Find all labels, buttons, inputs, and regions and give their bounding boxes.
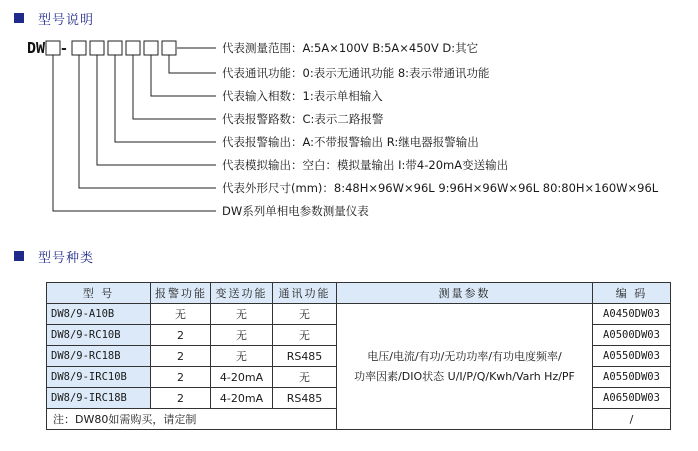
cell-comm: 无 (273, 304, 337, 325)
code-box-2 (72, 41, 86, 55)
cell-comm: RS485 (273, 346, 337, 367)
code-box-3 (90, 41, 104, 55)
cell-transmit: 4-20mA (211, 367, 273, 388)
label-alarm-channels: 代表报警路数：C:表示二路报警 (222, 112, 384, 126)
code-box-7 (162, 41, 176, 55)
cell-model: DW8/9-A10B (47, 304, 151, 325)
params-line-2: 功率因素/DIO状态 U/I/P/Q/Kwh/Varh Hz/PF (354, 369, 575, 383)
header-comm: 通讯功能 (273, 283, 337, 304)
cell-alarm: 2 (151, 388, 211, 409)
connector-lines (53, 48, 216, 211)
cell-model: DW8/9-RC10B (47, 325, 151, 346)
model-prefix: DW (27, 39, 46, 57)
table-header-row (47, 283, 671, 304)
cell-alarm: 2 (151, 346, 211, 367)
cell-code: A0550DW03 (593, 346, 671, 367)
table-row (47, 304, 671, 325)
cell-alarm: 2 (151, 367, 211, 388)
cell-params (337, 304, 593, 430)
cell-alarm: 2 (151, 325, 211, 346)
cell-code: A0550DW03 (593, 367, 671, 388)
cell-code: A0500DW03 (593, 325, 671, 346)
label-alarm-output: 代表报警输出：A:不带报警输出 R:继电器报警输出 (222, 135, 479, 149)
label-input-phase: 代表输入相数：1:表示单相输入 (222, 89, 383, 103)
label-measurement-range: 代表测量范围：A:5A×100V B:5A×450V D:其它 (222, 41, 479, 55)
cell-transmit: 无 (211, 304, 273, 325)
label-communication: 代表通讯功能：0:表示无通讯功能 8:表示带通讯功能 (222, 66, 490, 80)
header-transmit: 变送功能 (211, 283, 273, 304)
label-series: DW系列单相电参数测量仪表 (222, 204, 369, 218)
section-title: 型号种类 (38, 250, 95, 266)
cell-alarm: 无 (151, 304, 211, 325)
header-alarm: 报警功能 (151, 283, 211, 304)
cell-transmit: 4-20mA (211, 388, 273, 409)
label-analog-output: 代表模拟输出：空白：模拟量输出 I:带4-20mA变送输出 (222, 158, 509, 172)
cell-model: DW8/9-IRC10B (47, 367, 151, 388)
cell-code: A0650DW03 (593, 388, 671, 409)
section-header-model-types (14, 248, 94, 264)
cell-note: 注：DW80如需购买，请定制 (47, 409, 337, 430)
code-box-1 (46, 41, 60, 55)
header-params: 测量参数 (337, 283, 593, 304)
header-code: 编 码 (593, 283, 671, 304)
cell-transmit: 无 (211, 325, 273, 346)
cell-comm: 无 (273, 325, 337, 346)
code-box-4 (108, 41, 122, 55)
label-dimensions: 代表外形尺寸(mm)：8:48H×96W×96L 9:96H×96W×96L 80:80H×160W×96L (222, 181, 659, 195)
header-model: 型 号 (47, 283, 151, 304)
cell-transmit: 无 (211, 346, 273, 367)
model-dash: - (61, 41, 67, 57)
params-line-1: 电压/电流/有功/无功功率/有功电度频率/ (367, 349, 562, 363)
bullet-square-icon (14, 251, 24, 261)
cell-model: DW8/9-IRC18B (47, 388, 151, 409)
cell-model: DW8/9-RC18B (47, 346, 151, 367)
code-box-5 (126, 41, 140, 55)
cell-comm: 无 (273, 367, 337, 388)
cell-code: A0450DW03 (593, 304, 671, 325)
section-title: 型号说明 (38, 12, 95, 28)
cell-note-code: / (593, 409, 671, 430)
cell-comm: RS485 (273, 388, 337, 409)
code-box-6 (144, 41, 158, 55)
model-types-table (46, 282, 671, 430)
